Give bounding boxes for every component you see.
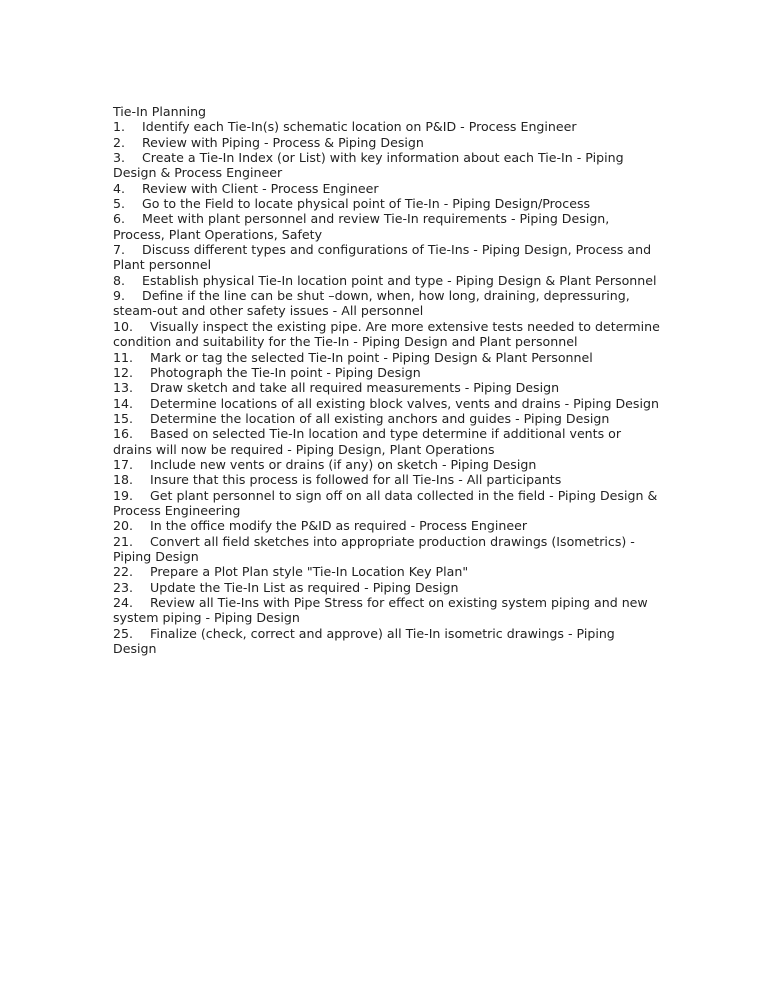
list-item	[113, 273, 661, 288]
list-item-text: In the office modify the P&ID as required - Process Engineer	[150, 518, 528, 534]
list-item-text: Insure that this process is followed for all Tie-Ins - All participants	[150, 472, 562, 488]
list-item-number: 24.	[113, 595, 134, 610]
list-item-number: 23.	[113, 579, 134, 595]
list-item-text: Define if the line can be shut –down, when, how long, draining, depressuring, steam-out and other safety issues - All personnel	[113, 288, 630, 319]
list-item-text: Review with Client - Process Engineer	[142, 180, 379, 196]
list-item-number: 10.	[113, 318, 134, 334]
list-item	[113, 196, 661, 211]
list-item-text: Identify each Tie-In(s) schematic location on P&ID - Process Engineer	[142, 119, 577, 135]
list-item-text: Based on selected Tie-In location and type determine if additional vents or drains will now be required - Piping Design, Plant Operations	[113, 426, 622, 457]
list-item-text: Include new vents or drains (if any) on sketch - Piping Design	[150, 456, 537, 472]
list-item-number: 13.	[113, 380, 134, 396]
list-item	[113, 119, 661, 134]
list-item	[113, 534, 661, 565]
list-item	[113, 626, 661, 657]
list-item	[113, 595, 661, 626]
list-item-number: 11.	[113, 349, 134, 365]
list-item	[113, 242, 661, 273]
list-item-number: 8.	[113, 272, 126, 288]
document-title: Tie-In Planning	[113, 104, 207, 119]
list-item-text: Mark or tag the selected Tie-In point - Piping Design & Plant Personnel	[150, 349, 593, 365]
list-item	[113, 518, 661, 533]
list-item-number: 9.	[113, 288, 126, 304]
list-item-number: 17.	[113, 456, 134, 472]
list-item-number: 22.	[113, 564, 134, 580]
list-item-text: Determine locations of all existing block valves, vents and drains - Piping Design	[150, 395, 659, 411]
list-item	[113, 411, 661, 426]
list-item	[113, 150, 661, 181]
list-item-number: 6.	[113, 211, 126, 227]
list-item-number: 25.	[113, 625, 134, 641]
list-item-text: Go to the Field to locate physical point of Tie-In - Piping Design/Process	[142, 196, 591, 212]
list-item-text: Meet with plant personnel and review Tie-In requirements - Piping Design, Process, Plant Operations, Safety	[113, 211, 610, 242]
list-item-text: Visually inspect the existing pipe. Are more extensive tests needed to determine condition and suitability for the Tie-In - Piping Design and Plant personnel	[113, 318, 660, 350]
list-item-text: Establish physical Tie-In location point and type - Piping Design & Plant Personnel	[142, 272, 657, 288]
list-item-number: 16.	[113, 426, 134, 442]
list-item	[113, 319, 661, 350]
list-item-number: 5.	[113, 196, 126, 212]
list-item-text: Get plant personnel to sign off on all data collected in the field - Piping Design & Process Engineering	[113, 487, 658, 518]
list-item-text: Photograph the Tie-In point - Piping Design	[150, 364, 421, 380]
list-item-text: Review all Tie-Ins with Pipe Stress for effect on existing system piping and new system piping - Piping Design	[113, 595, 648, 626]
list-item-number: 4.	[113, 180, 126, 196]
list-item	[113, 457, 661, 472]
list-item-text: Review with Piping - Process & Piping Design	[142, 134, 424, 150]
list-item	[113, 350, 661, 365]
list-item	[113, 135, 661, 150]
list-item	[113, 564, 661, 579]
list-item-text: Update the Tie-In List as required - Piping Design	[150, 579, 459, 595]
list-item-text: Discuss different types and configurations of Tie-Ins - Piping Design, Process and Plant personnel	[113, 242, 652, 273]
list-item-text: Prepare a Plot Plan style "Tie-In Location Key Plan"	[150, 564, 469, 580]
list-item	[113, 580, 661, 595]
list-item	[113, 426, 661, 457]
list-item-text: Draw sketch and take all required measurements - Piping Design	[150, 380, 560, 396]
list-item-text: Determine the location of all existing anchors and guides - Piping Design	[150, 410, 610, 426]
list-item-text: Finalize (check, correct and approve) all Tie-In isometric drawings - Piping Design	[113, 625, 615, 657]
list-item-number: 12.	[113, 364, 134, 380]
list-item	[113, 365, 661, 380]
list-item-number: 7.	[113, 242, 126, 258]
list-item-number: 1.	[113, 119, 126, 135]
numbered-list	[113, 119, 661, 656]
list-item	[113, 488, 661, 519]
list-item-text: Create a Tie-In Index (or List) with key information about each Tie-In - Piping Design & Process Engineer	[113, 150, 624, 181]
list-item	[113, 472, 661, 487]
list-item-number: 20.	[113, 518, 134, 534]
list-item	[113, 380, 661, 395]
list-item-number: 18.	[113, 472, 134, 488]
list-item	[113, 211, 661, 242]
document-body	[113, 104, 661, 656]
list-item	[113, 396, 661, 411]
list-item-number: 2.	[113, 134, 126, 150]
list-item	[113, 288, 661, 319]
list-item-number: 15.	[113, 410, 134, 426]
list-item	[113, 181, 661, 196]
list-item-number: 21.	[113, 533, 134, 549]
list-item-number: 3.	[113, 150, 126, 166]
list-item-number: 14.	[113, 395, 134, 411]
list-item-number: 19.	[113, 487, 134, 503]
list-item-text: Convert all field sketches into appropriate production drawings (Isometrics) - Piping Design	[113, 533, 635, 564]
